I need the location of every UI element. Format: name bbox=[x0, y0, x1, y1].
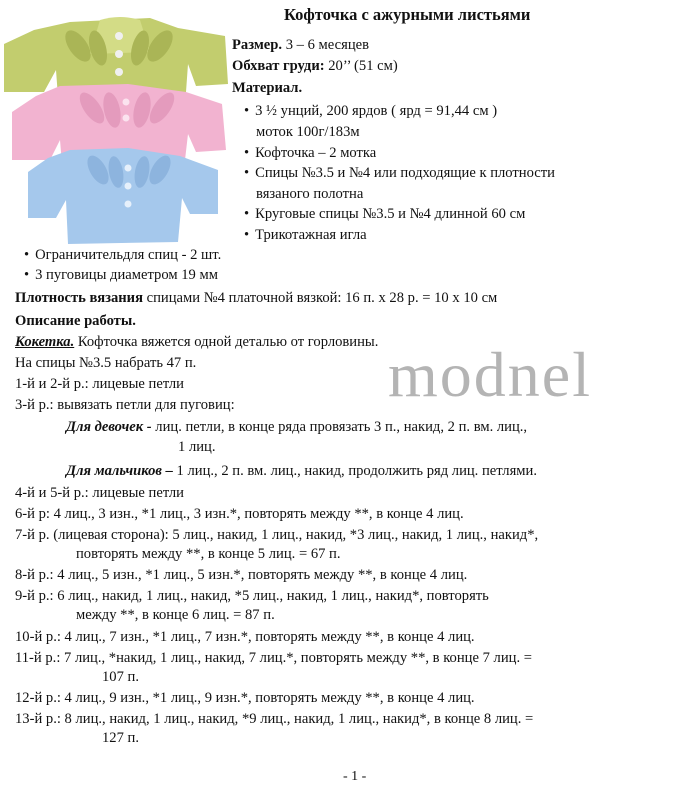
size-line bbox=[232, 38, 369, 53]
row-line: 12-й р.: 4 лиц., 9 изн., *1 лиц., 9 изн.*, повторять между **, в конце 4 лиц. bbox=[15, 690, 475, 706]
row-line: 4-й и 5-й р.: лицевые петли bbox=[15, 485, 184, 501]
chest-line bbox=[232, 59, 398, 74]
material-heading: Материал. bbox=[232, 80, 303, 96]
row-3: 3-й р.: вывязать петли для пуговиц: bbox=[15, 397, 235, 413]
yoke-label: Кокетка. bbox=[15, 334, 75, 350]
material-item: • 3 ½ унций, 200 ярдов ( ярд = 91,44 см ) bbox=[244, 104, 497, 119]
material-item: • Круговые спицы №3.5 и №4 длинной 60 см bbox=[244, 207, 525, 222]
gauge-value: спицами №4 платочной вязкой: 16 п. х 28 р. = 10 х 10 см bbox=[143, 290, 498, 306]
row-1-2: 1-й и 2-й р.: лицевые петли bbox=[15, 376, 184, 392]
material-item: • Спицы №3.5 и №4 или подходящие к плотности bbox=[244, 166, 555, 181]
boys-line bbox=[66, 464, 537, 479]
boys-text: 1 лиц., 2 п. вм. лиц., накид, продолжить ряд лиц. петлями. bbox=[172, 463, 537, 479]
girls-text: лиц. петли, в конце ряда провязать 3 п., накид, 2 п. вм. лиц., bbox=[151, 419, 528, 435]
row-line: 11-й р.: 7 лиц., *накид, 1 лиц., накид, 7 лиц.*, повторять между **, в конце 7 лиц. = bbox=[15, 650, 532, 666]
row-line-cont: 107 п. bbox=[102, 669, 139, 685]
material-item-cont: вязаного полотна bbox=[256, 186, 364, 202]
document-title: Кофточка с ажурными листьями bbox=[284, 5, 531, 24]
row-line: 7-й р. (лицевая сторона): 5 лиц., накид, 1 лиц., накид, *3 лиц., накид, 1 лиц., накид*, bbox=[15, 527, 539, 543]
boys-label: Для мальчиков – bbox=[66, 463, 173, 479]
page-number: - 1 - bbox=[343, 769, 367, 784]
cardigans-photo bbox=[0, 0, 230, 245]
row-line-cont: повторять между **, в конце 5 лиц. = 67 п. bbox=[76, 546, 341, 562]
gauge-label: Плотность вязания bbox=[15, 290, 143, 306]
watermark: modnel bbox=[388, 339, 592, 410]
cast-on-line: На спицы №3.5 набрать 47 п. bbox=[15, 355, 197, 371]
yoke-line bbox=[15, 335, 378, 350]
material-item: • 3 пуговицы диаметром 19 мм bbox=[24, 268, 218, 283]
girls-label: Для девочек - bbox=[66, 419, 152, 435]
material-item: • Кофточка – 2 мотка bbox=[244, 146, 376, 161]
row-line-cont: между **, в конце 6 лиц. = 87 п. bbox=[76, 607, 275, 623]
gauge-line bbox=[15, 291, 497, 306]
row-line: 8-й р.: 4 лиц., 5 изн., *1 лиц., 5 изн.*, повторять между **, в конце 4 лиц. bbox=[15, 567, 468, 583]
material-item: • Ограничительдля спиц - 2 шт. bbox=[24, 248, 221, 263]
material-item-cont: моток 100г/183м bbox=[256, 124, 360, 140]
chest-label: Обхват груди: bbox=[232, 58, 325, 74]
material-item: • Трикотажная игла bbox=[244, 228, 367, 243]
row-line: 13-й р.: 8 лиц., накид, 1 лиц., накид, *9 лиц., накид, 1 лиц., накид*, в конце 8 лиц. = bbox=[15, 711, 534, 727]
row-line: 10-й р.: 4 лиц., 7 изн., *1 лиц., 7 изн.*, повторять между **, в конце 4 лиц. bbox=[15, 629, 475, 645]
chest-value: 20’’ (51 см) bbox=[324, 58, 398, 74]
yoke-text: Кофточка вяжется одной деталью от горловины. bbox=[74, 334, 379, 350]
girls-line-cont: 1 лиц. bbox=[178, 439, 216, 455]
row-line: 9-й р.: 6 лиц., накид, 1 лиц., накид, *5 лиц., накид, 1 лиц., накид*, повторять bbox=[15, 588, 489, 604]
girls-line bbox=[66, 420, 527, 435]
size-label: Размер. bbox=[232, 37, 283, 53]
size-value: 3 – 6 месяцев bbox=[282, 37, 369, 53]
row-line: 6-й р: 4 лиц., 3 изн., *1 лиц., 3 изн.*, повторять между **, в конце 4 лиц. bbox=[15, 506, 464, 522]
row-line-cont: 127 п. bbox=[102, 730, 139, 746]
work-heading: Описание работы. bbox=[15, 313, 136, 329]
